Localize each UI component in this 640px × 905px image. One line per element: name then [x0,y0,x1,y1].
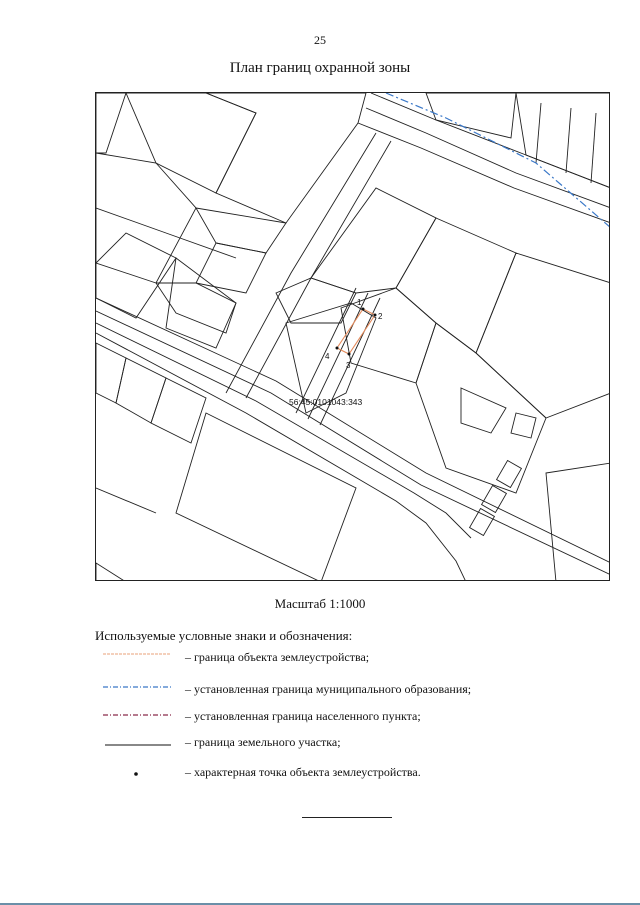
building [482,485,507,512]
building [206,93,366,223]
building [166,258,236,348]
point-label: 4 [325,352,330,361]
building [96,343,126,403]
lot-line [566,108,571,173]
lot-line [96,208,166,233]
street-edge [246,141,391,398]
cadastral-map[interactable] [95,92,610,581]
building [497,460,522,487]
point-marker [336,347,339,350]
building [196,243,266,293]
building [476,253,610,418]
road-edge [96,311,610,575]
lot-line [296,288,356,413]
building [426,93,516,138]
page-number: 25 [314,33,326,47]
legend-item-settlement-boundary [95,707,615,727]
road-edge [96,333,466,581]
point-marker [374,314,377,317]
building [470,508,495,535]
legend-item-land-parcel-boundary [95,733,615,753]
point-label: 1 [357,298,362,307]
point-label: 3 [346,361,351,370]
page-title: План границ охранной зоны [229,60,411,76]
parcel-label: 56:45:0101043:343 [289,397,363,407]
maroon-dash-dot-line-icon [95,707,175,727]
building [416,323,546,493]
map-svg [96,93,610,581]
legend-label: – установленная граница муниципального образования; [185,682,472,696]
road-edge [96,323,471,538]
lot-line [591,113,596,183]
legend-label: – граница земельного участка; [185,735,341,749]
footer-divider [302,817,392,818]
point-label: 2 [378,312,383,321]
building [276,278,356,323]
building [96,93,126,153]
map-scale: Масштаб 1:1000 [274,596,366,611]
orange-dashed-line-icon [95,648,175,668]
legend-label: – характерная точка объекта землеустройства. [185,765,421,779]
building [546,463,610,581]
lot-line [536,103,541,163]
building [96,563,126,581]
building [311,188,436,293]
building [96,233,176,318]
building [116,358,166,423]
point-marker [348,353,351,356]
point-marker [362,308,365,311]
building [396,218,516,353]
legend-item-characteristic-point [95,763,615,783]
blue-dash-dot-line-icon [95,680,175,700]
building [196,208,286,253]
legend-label: – установленная граница населенного пункта; [185,709,421,723]
legend-title: Используемые условные знаки и обозначения: [95,628,353,643]
lot-line [96,488,156,513]
black-dot-icon [95,763,175,783]
road-edge [366,108,610,208]
building [516,93,610,188]
legend-item-object-boundary [95,648,615,668]
building [176,413,356,581]
building [511,413,536,438]
building [461,388,506,433]
building [96,153,196,283]
building [126,93,256,193]
legend-item-municipal-boundary [95,680,615,700]
legend-label: – граница объекта землеустройства; [185,650,370,664]
black-solid-line-icon [95,733,175,753]
building [156,283,236,333]
